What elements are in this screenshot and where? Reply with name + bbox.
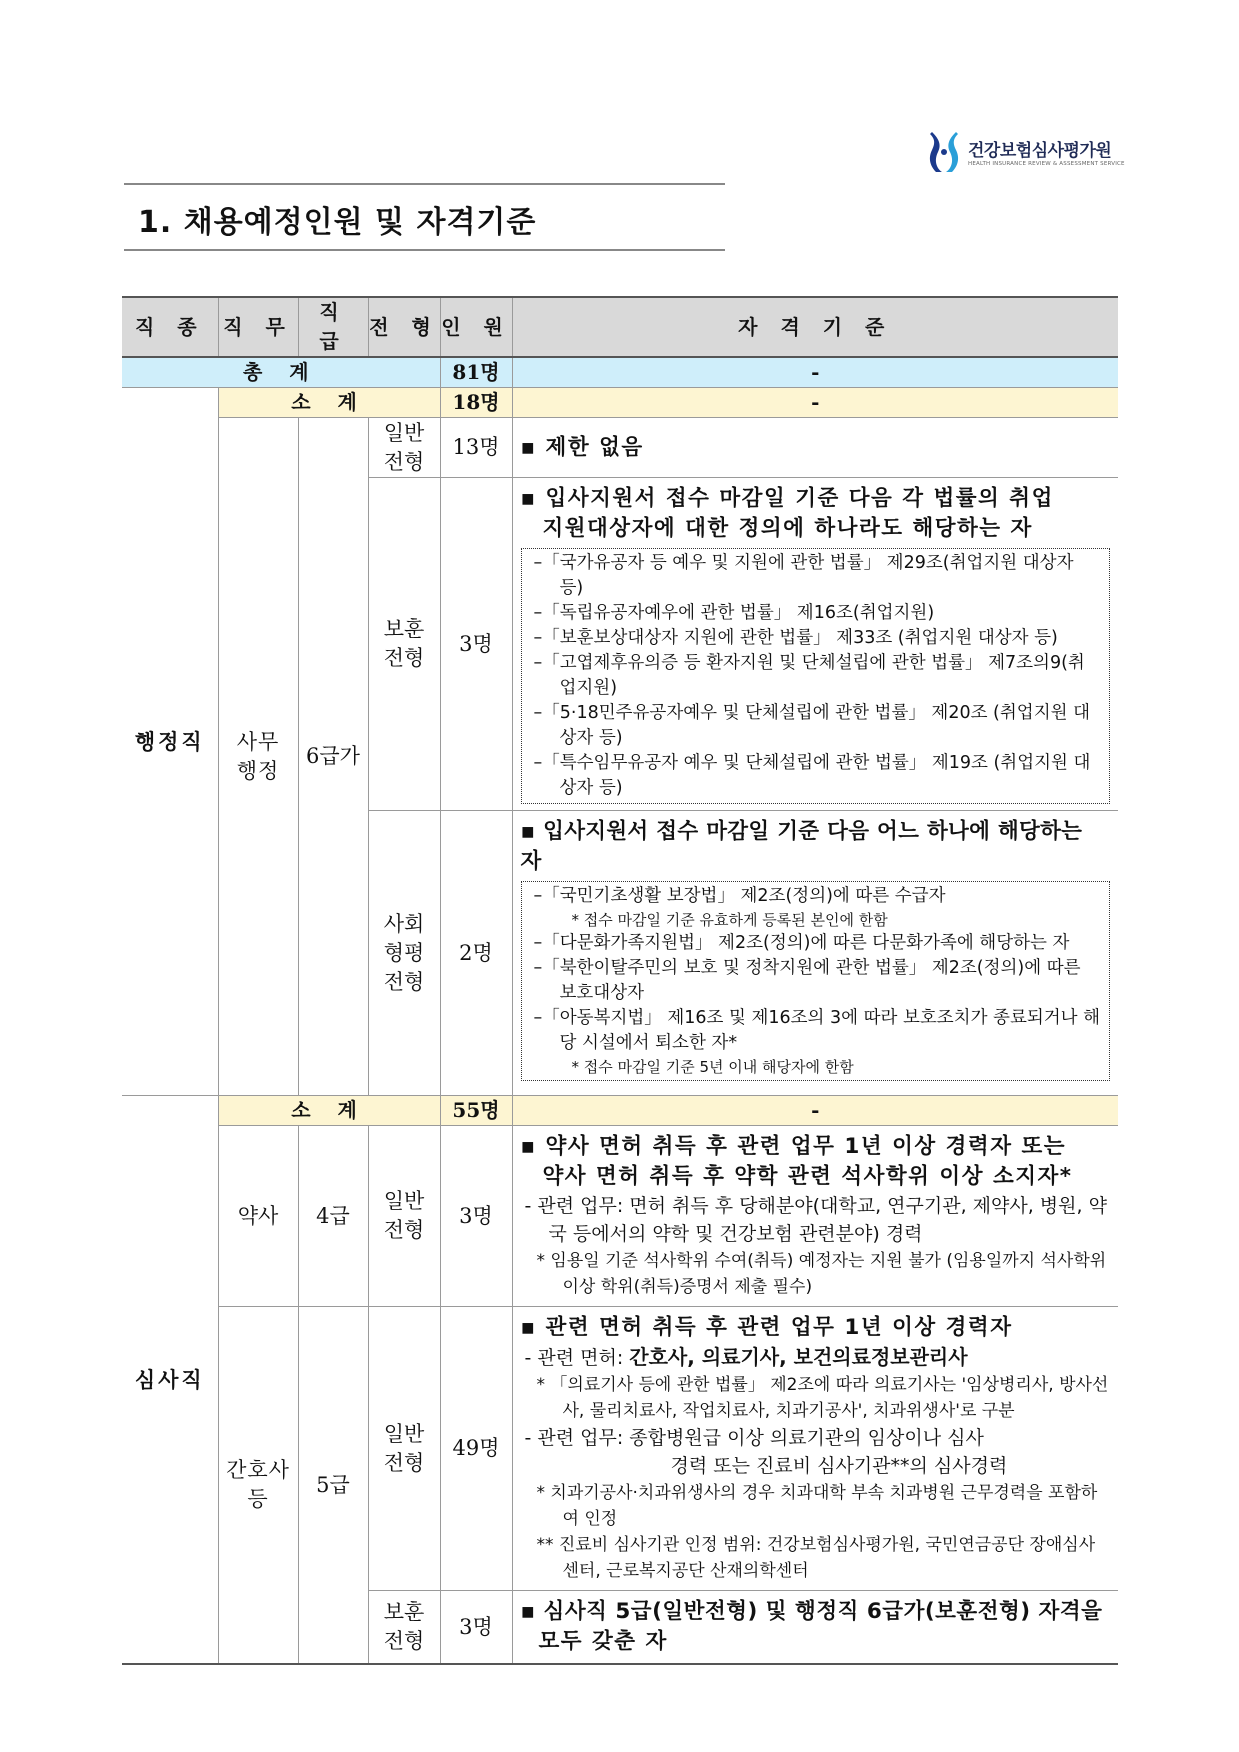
list-item: –「국가유공자 등 예우 및 지원에 관한 법률」 제29조(취업지원 대상자 등) bbox=[533, 553, 1074, 598]
track-cell: 일반 전형 bbox=[368, 418, 440, 478]
section-title: 1. 채용예정인원 및 자격기준 bbox=[138, 205, 537, 240]
list-item: –「국민기초생활 보장법」 제2조(정의)에 따른 수급자 bbox=[533, 886, 946, 906]
grade-cell: 6급가 bbox=[298, 418, 368, 1096]
list-item: –「보훈보상대상자 지원에 관한 법률」 제33조 (취업지원 대상자 등) bbox=[533, 628, 1058, 648]
detail-note: ** 진료비 심사기관 인정 범위: 건강보험심사평가원, 국민연금공단 장애심사센터, 근로복지공단 산재의학센터 bbox=[536, 1535, 1096, 1581]
list-item: –「다문화가족지원법」 제2조(정의)에 따른 다문화가족에 해당하는 자 bbox=[533, 933, 1070, 953]
criteria-heading: 지원대상자에 대한 정의에 하나라도 해당하는 자 bbox=[542, 516, 1033, 541]
list-item: –「특수임무유공자 예우 및 단체설립에 관한 법률」 제19조 (취업지원 대상자 등) bbox=[533, 753, 1091, 798]
count-cell: 13명 bbox=[440, 418, 512, 478]
criteria-heading: ▪ 관련 면허 취득 후 관련 업무 1년 이상 경력자 bbox=[520, 1315, 1013, 1340]
criteria-heading: 모두 갖춘 자 bbox=[538, 1629, 668, 1654]
duty-cell: 사무 행정 bbox=[218, 418, 298, 1096]
col-header: 전 형 bbox=[368, 297, 440, 357]
count-cell: 3명 bbox=[440, 478, 512, 811]
total-label: 총 계 bbox=[122, 357, 440, 388]
license-value: 간호사, 의료기사, 보건의료정보관리사 bbox=[629, 1345, 968, 1369]
col-header: 직 급 bbox=[298, 297, 368, 357]
subtotal-count: 18명 bbox=[440, 388, 512, 418]
license-label: - 관련 면허: bbox=[524, 1347, 630, 1369]
criteria-heading: 약사 면허 취득 후 약학 관련 석사학위 이상 소지자* bbox=[542, 1164, 1073, 1189]
subtotal-count: 55명 bbox=[440, 1096, 512, 1126]
org-subtitle: HEALTH INSURANCE REVIEW & ASSESSMENT SERVICE bbox=[968, 161, 1125, 167]
criteria-detail bbox=[521, 1192, 1111, 1300]
count-cell: 2명 bbox=[440, 811, 512, 1096]
detail-note: * 「의료기사 등에 관한 법률」 제2조에 따라 의료기사는 '임상병리사, 방사선사, 물리치료사, 작업치료사, 치과기공사', 치과위생사'로 구분 bbox=[536, 1375, 1109, 1421]
grade-cell: 5급 bbox=[298, 1307, 368, 1665]
criteria-cell bbox=[512, 1126, 1118, 1307]
criteria-heading: ▪ 제한 없음 bbox=[520, 434, 644, 460]
list-item: –「고엽제후유의증 등 환자지원 및 단체설립에 관한 법률」 제7조의9(취업지원) bbox=[533, 653, 1085, 698]
criteria-box bbox=[521, 881, 1111, 1081]
detail-line bbox=[521, 1343, 1111, 1372]
org-logo bbox=[928, 130, 1128, 176]
criteria-cell bbox=[512, 478, 1118, 811]
detail-line: - 관련 업무: 종합병원급 이상 의료기관의 임상이나 심사 bbox=[524, 1427, 984, 1449]
col-header: 직 종 bbox=[122, 297, 218, 357]
track-cell: 일반 전형 bbox=[368, 1307, 440, 1591]
detail-note: * 치과기공사·치과위생사의 경우 치과대학 부속 치과병원 근무경력을 포함하여 인정 bbox=[536, 1483, 1098, 1529]
duty-cell: 간호사 등 bbox=[218, 1307, 298, 1665]
group-review: 심사직 bbox=[122, 1096, 218, 1665]
duty-cell: 약사 bbox=[218, 1126, 298, 1307]
criteria-heading: ▪ 입사지원서 접수 마감일 기준 다음 어느 하나에 해당하는 자 bbox=[520, 819, 1083, 874]
track-cell: 보훈 전형 bbox=[368, 478, 440, 811]
count-cell: 49명 bbox=[440, 1307, 512, 1591]
group-admin: 행정직 bbox=[122, 388, 218, 1096]
hira-logo-icon bbox=[928, 130, 960, 174]
recruitment-table bbox=[122, 296, 1118, 1665]
criteria-cell bbox=[512, 1307, 1118, 1591]
criteria-cell bbox=[512, 811, 1118, 1096]
total-criteria: - bbox=[512, 357, 1118, 388]
criteria-heading: ▪ 심사직 5급(일반전형) 및 행정직 6급가(보훈전형) 자격을 bbox=[520, 1599, 1103, 1624]
table-row bbox=[122, 1307, 1118, 1591]
col-header: 인 원 bbox=[440, 297, 512, 357]
detail-note: * 임용일 기준 석사학위 수여(취득) 예정자는 지원 불가 (임용일까지 석사학위 이상 학위(취득)증명서 제출 필수) bbox=[536, 1251, 1107, 1297]
track-cell: 보훈 전형 bbox=[368, 1591, 440, 1665]
table-row bbox=[122, 418, 1118, 478]
section-title-box bbox=[124, 183, 725, 251]
total-count: 81명 bbox=[440, 357, 512, 388]
track-cell: 사회 형평 전형 bbox=[368, 811, 440, 1096]
criteria-cell bbox=[512, 1591, 1118, 1665]
criteria-box bbox=[521, 548, 1111, 804]
total-row bbox=[122, 357, 1118, 388]
grade-cell: 4급 bbox=[298, 1126, 368, 1307]
count-cell: 3명 bbox=[440, 1126, 512, 1307]
criteria-heading: ▪ 입사지원서 접수 마감일 기준 다음 각 법률의 취업 bbox=[520, 486, 1054, 511]
list-note: * 접수 마감일 기준 유효하게 등록된 본인에 한함 bbox=[571, 911, 888, 929]
review-subtotal-row bbox=[122, 1096, 1118, 1126]
table-row bbox=[122, 1126, 1118, 1307]
table-header-row bbox=[122, 297, 1118, 357]
list-item: –「아동복지법」 제16조 및 제16조의 3에 따라 보호조치가 종료되거나 해당 시설에서 퇴소한 자* bbox=[533, 1008, 1101, 1053]
col-header: 자 격 기 준 bbox=[512, 297, 1118, 357]
org-name: 건강보험심사평가원 bbox=[968, 141, 1112, 161]
subtotal-criteria: - bbox=[512, 1096, 1118, 1126]
list-item: –「독립유공자예우에 관한 법률」 제16조(취업지원) bbox=[533, 603, 935, 623]
criteria-heading: ▪ 약사 면허 취득 후 관련 업무 1년 이상 경력자 또는 bbox=[520, 1134, 1066, 1159]
subtotal-label: 소 계 bbox=[218, 1096, 440, 1126]
list-note: * 접수 마감일 기준 5년 이내 해당자에 한함 bbox=[571, 1058, 854, 1076]
detail-line: - 관련 업무: 면허 취득 후 당해분야(대학교, 연구기관, 제약사, 병원, 약국 등에서의 약학 및 건강보험 관련분야) 경력 bbox=[524, 1195, 1107, 1245]
criteria-detail bbox=[521, 1343, 1111, 1584]
list-item: –「북한이탈주민의 보호 및 정착지원에 관한 법률」 제2조(정의)에 따른 보호대상자 bbox=[533, 958, 1081, 1003]
admin-subtotal-row bbox=[122, 388, 1118, 418]
criteria-cell bbox=[512, 418, 1118, 478]
list-item: –「5·18민주유공자예우 및 단체설립에 관한 법률」 제20조 (취업지원 대상자 등) bbox=[533, 703, 1090, 748]
track-cell: 일반 전형 bbox=[368, 1126, 440, 1307]
detail-line: 경력 또는 진료비 심사기관**의 심사경력 bbox=[670, 1455, 1008, 1477]
subtotal-criteria: - bbox=[512, 388, 1118, 418]
count-cell: 3명 bbox=[440, 1591, 512, 1665]
subtotal-label: 소 계 bbox=[218, 388, 440, 418]
col-header: 직 무 bbox=[218, 297, 298, 357]
